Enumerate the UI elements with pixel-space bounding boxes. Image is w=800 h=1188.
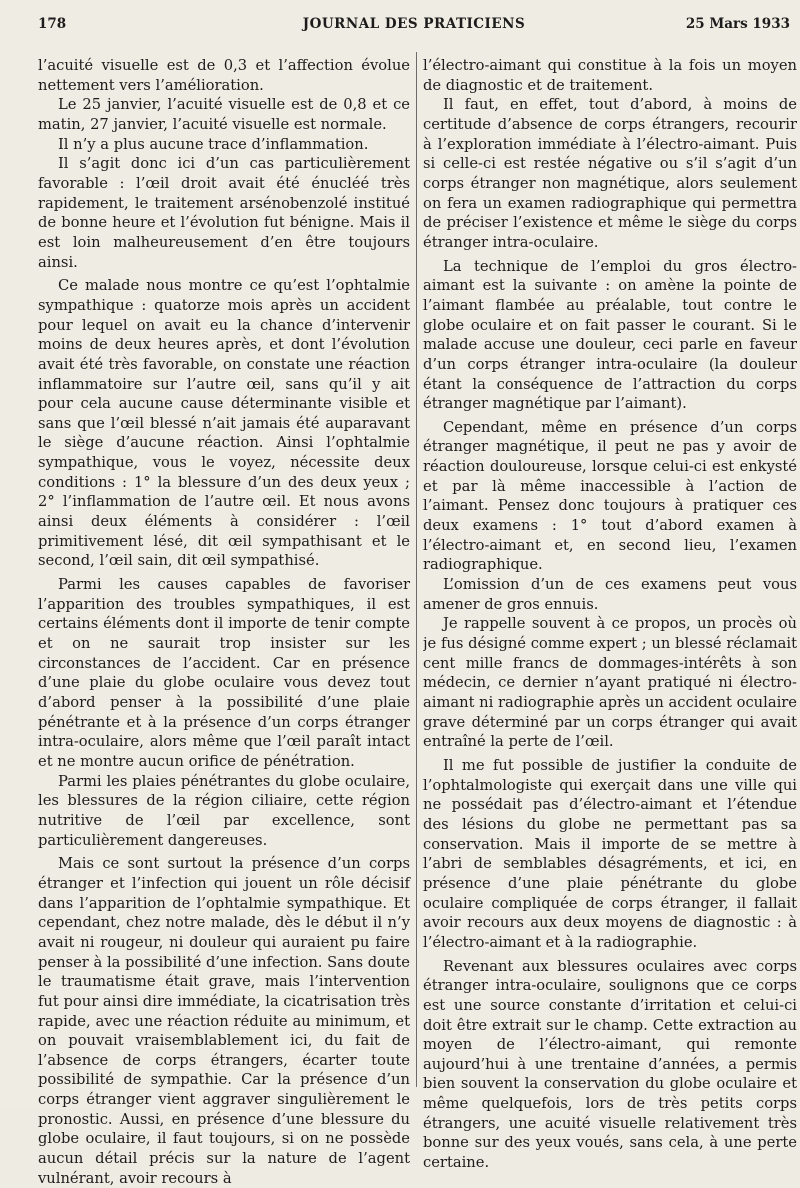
- paragraph: Cependant, même en présence d’un corps étranger magnétique, il peut ne pas y avoir de réaction douloureuse, lorsque celui-ci est enkysté et par là même inaccessible à l’action de l’aimant. Pensez donc toujours à pratiquer ces deux examens : 1° tout d’abord examen à l’électro-aimant et, en second lieu, l’examen radiographique.: [423, 418, 797, 574]
- paragraph: Il me fut possible de justifier la conduite de l’ophtalmologiste qui exerçait dans une ville qui ne possédait pas d’électro-aimant et l’étendue des lésions du globe ne permettant pas sa conservation. Mais il importe de se mettre à l’abri de semblables désagréments, et ici, en présence d’une plaie pénétrante du globe oculaire compliquée de corps étranger, il fallait avoir recours aux deux moyens de diagnostic : à l’électro-aimant et à la radiographie.: [423, 756, 797, 951]
- right-column: [423, 56, 797, 1173]
- paragraph: Mais ce sont surtout la présence d’un corps étranger et l’infection qui jouent un rôle décisif dans l’apparition de l’ophtalmie sympathique. Et cependant, chez notre malade, dès le début il n’y avait ni rougeur, ni douleur qui auraient pu faire penser à la possibilité d’une infection. Sans doute le traumatisme était grave, mais l’intervention fut pour ainsi dire immédiate, la cicatrisation très rapide, avec une réaction réduite au minimum, et on pouvait vraisemblablement ici, du fait de l’absence de corps étrangers, écarter toute possibilité de sympathie. Car la présence d’un corps étranger vient aggraver singulièrement le pronostic. Aussi, en présence d’une blessure du globe oculaire, il faut toujours, si on ne possède aucun détail précis sur la nature de l’agent vulnérant, avoir recours à: [38, 855, 410, 1187]
- paragraph: Le 25 janvier, l’acuité visuelle est de 0,8 et ce matin, 27 janvier, l’acuité visuelle est normale.: [38, 96, 410, 133]
- paragraph: l’électro-aimant qui constitue à la fois un moyen de diagnostic et de traitement.: [423, 57, 797, 94]
- page-number: 178: [38, 16, 67, 32]
- paragraph: Parmi les plaies pénétrantes du globe oculaire, les blessures de la région ciliaire, cette région nutritive de l’œil par excellence, sont particulièrement dangereuses.: [38, 772, 410, 849]
- paragraph: Il s’agit donc ici d’un cas particulièrement favorable : l’œil droit avait été énucléé très rapidement, le traitement arsénobenzolé institué de bonne heure et l’évolution fut bénigne. Mais il est loin malheureusement d’en être toujours ainsi.: [38, 155, 410, 271]
- paragraph: l’acuité visuelle est de 0,3 et l’affection évolue nettement vers l’amélioration.: [38, 57, 410, 94]
- paragraph: Il n’y a plus aucune trace d’inflammation.: [58, 135, 369, 153]
- paragraph: L’omission d’un de ces examens peut vous amener de gros ennuis.: [423, 576, 797, 613]
- column-rule: [416, 52, 417, 1087]
- issue-date: 25 Mars 1933: [685, 16, 790, 32]
- paragraph: Parmi les causes capables de favoriser l’apparition des troubles sympathiques, il est certains éléments dont il importe de tenir compte et on ne saurait trop insister sur les circonstances de l’accident. Car en présence d’une plaie du globe oculaire vous devez tout d’abord penser à la possibilité d’une plaie pénétrante et à la présence d’un corps étranger intra-oculaire, alors même que l’œil paraît intact et ne montre aucun orifice de pénétration.: [38, 576, 410, 770]
- running-header: [38, 16, 790, 36]
- paragraph: Ce malade nous montre ce qu’est l’ophtalmie sympathique : quatorze mois après un accident pour lequel on avait eu la chance d’intervenir moins de deux heures après, et dont l’évolution avait été très favorable, on constate une réaction inflammatoire sur l’autre œil, sans qu’il y ait pour cela aucune cause déterminante visible et sans que l’œil blessé n’ait jamais été auparavant le siège d’aucune réaction. Ainsi l’ophtalmie sympathique, vous le voyez, nécessite deux conditions : 1° la blessure d’un des deux yeux ; 2° l’inflammation de l’autre œil. Et nous avons ainsi deux éléments à considérer : l’œil primitivement lésé, dit œil sympathisant et le second, l’œil sain, dit œil sympathisé.: [38, 277, 410, 570]
- paragraph: Je rappelle souvent à ce propos, un procès où je fus désigné comme expert ; un blessé réclamait cent mille francs de dommages-intérêts à son médecin, ce dernier n’ayant pratiqué ni électro-aimant ni radiographie après un accident oculaire grave déterminé par un corps étranger qui avait entraîné la perte de l’œil.: [423, 615, 797, 751]
- journal-title: JOURNAL DES PRATICIENS: [302, 16, 526, 32]
- paragraph: Revenant aux blessures oculaires avec corps étranger intra-oculaire, soulignons que ce corps est une source constante d’irritation et celui-ci doit être extrait sur le champ. Cette extraction au moyen de l’électro-aimant, qui remonte aujourd’hui à une trentaine d’années, a permis bien souvent la conservation du globe oculaire et même quelquefois, lors de très petits corps étrangers, une acuité visuelle relativement très bonne sur des yeux voués, sans cela, à une perte certaine.: [423, 957, 797, 1172]
- left-column: [38, 56, 410, 1188]
- paragraph: La technique de l’emploi du gros électro-aimant est la suivante : on amène la pointe de l’aimant flambée au préalable, tout contre le globe oculaire et on fait passer le courant. Si le malade accuse une douleur, ceci parle en faveur d’un corps étranger intra-oculaire (la douleur étant la conséquence de l’attraction du corps étranger magnétique par l’aimant).: [423, 257, 797, 413]
- paragraph: Il faut, en effet, tout d’abord, à moins de certitude d’absence de corps étrangers, recourir à l’exploration immédiate à l’électro-aimant. Puis si celle-ci est restée négative ou s’il s’agit d’un corps étranger non magnétique, alors seulement on fera un examen radiographique qui permettra de préciser l’existence et même le siège du corps étranger intra-oculaire.: [423, 96, 797, 251]
